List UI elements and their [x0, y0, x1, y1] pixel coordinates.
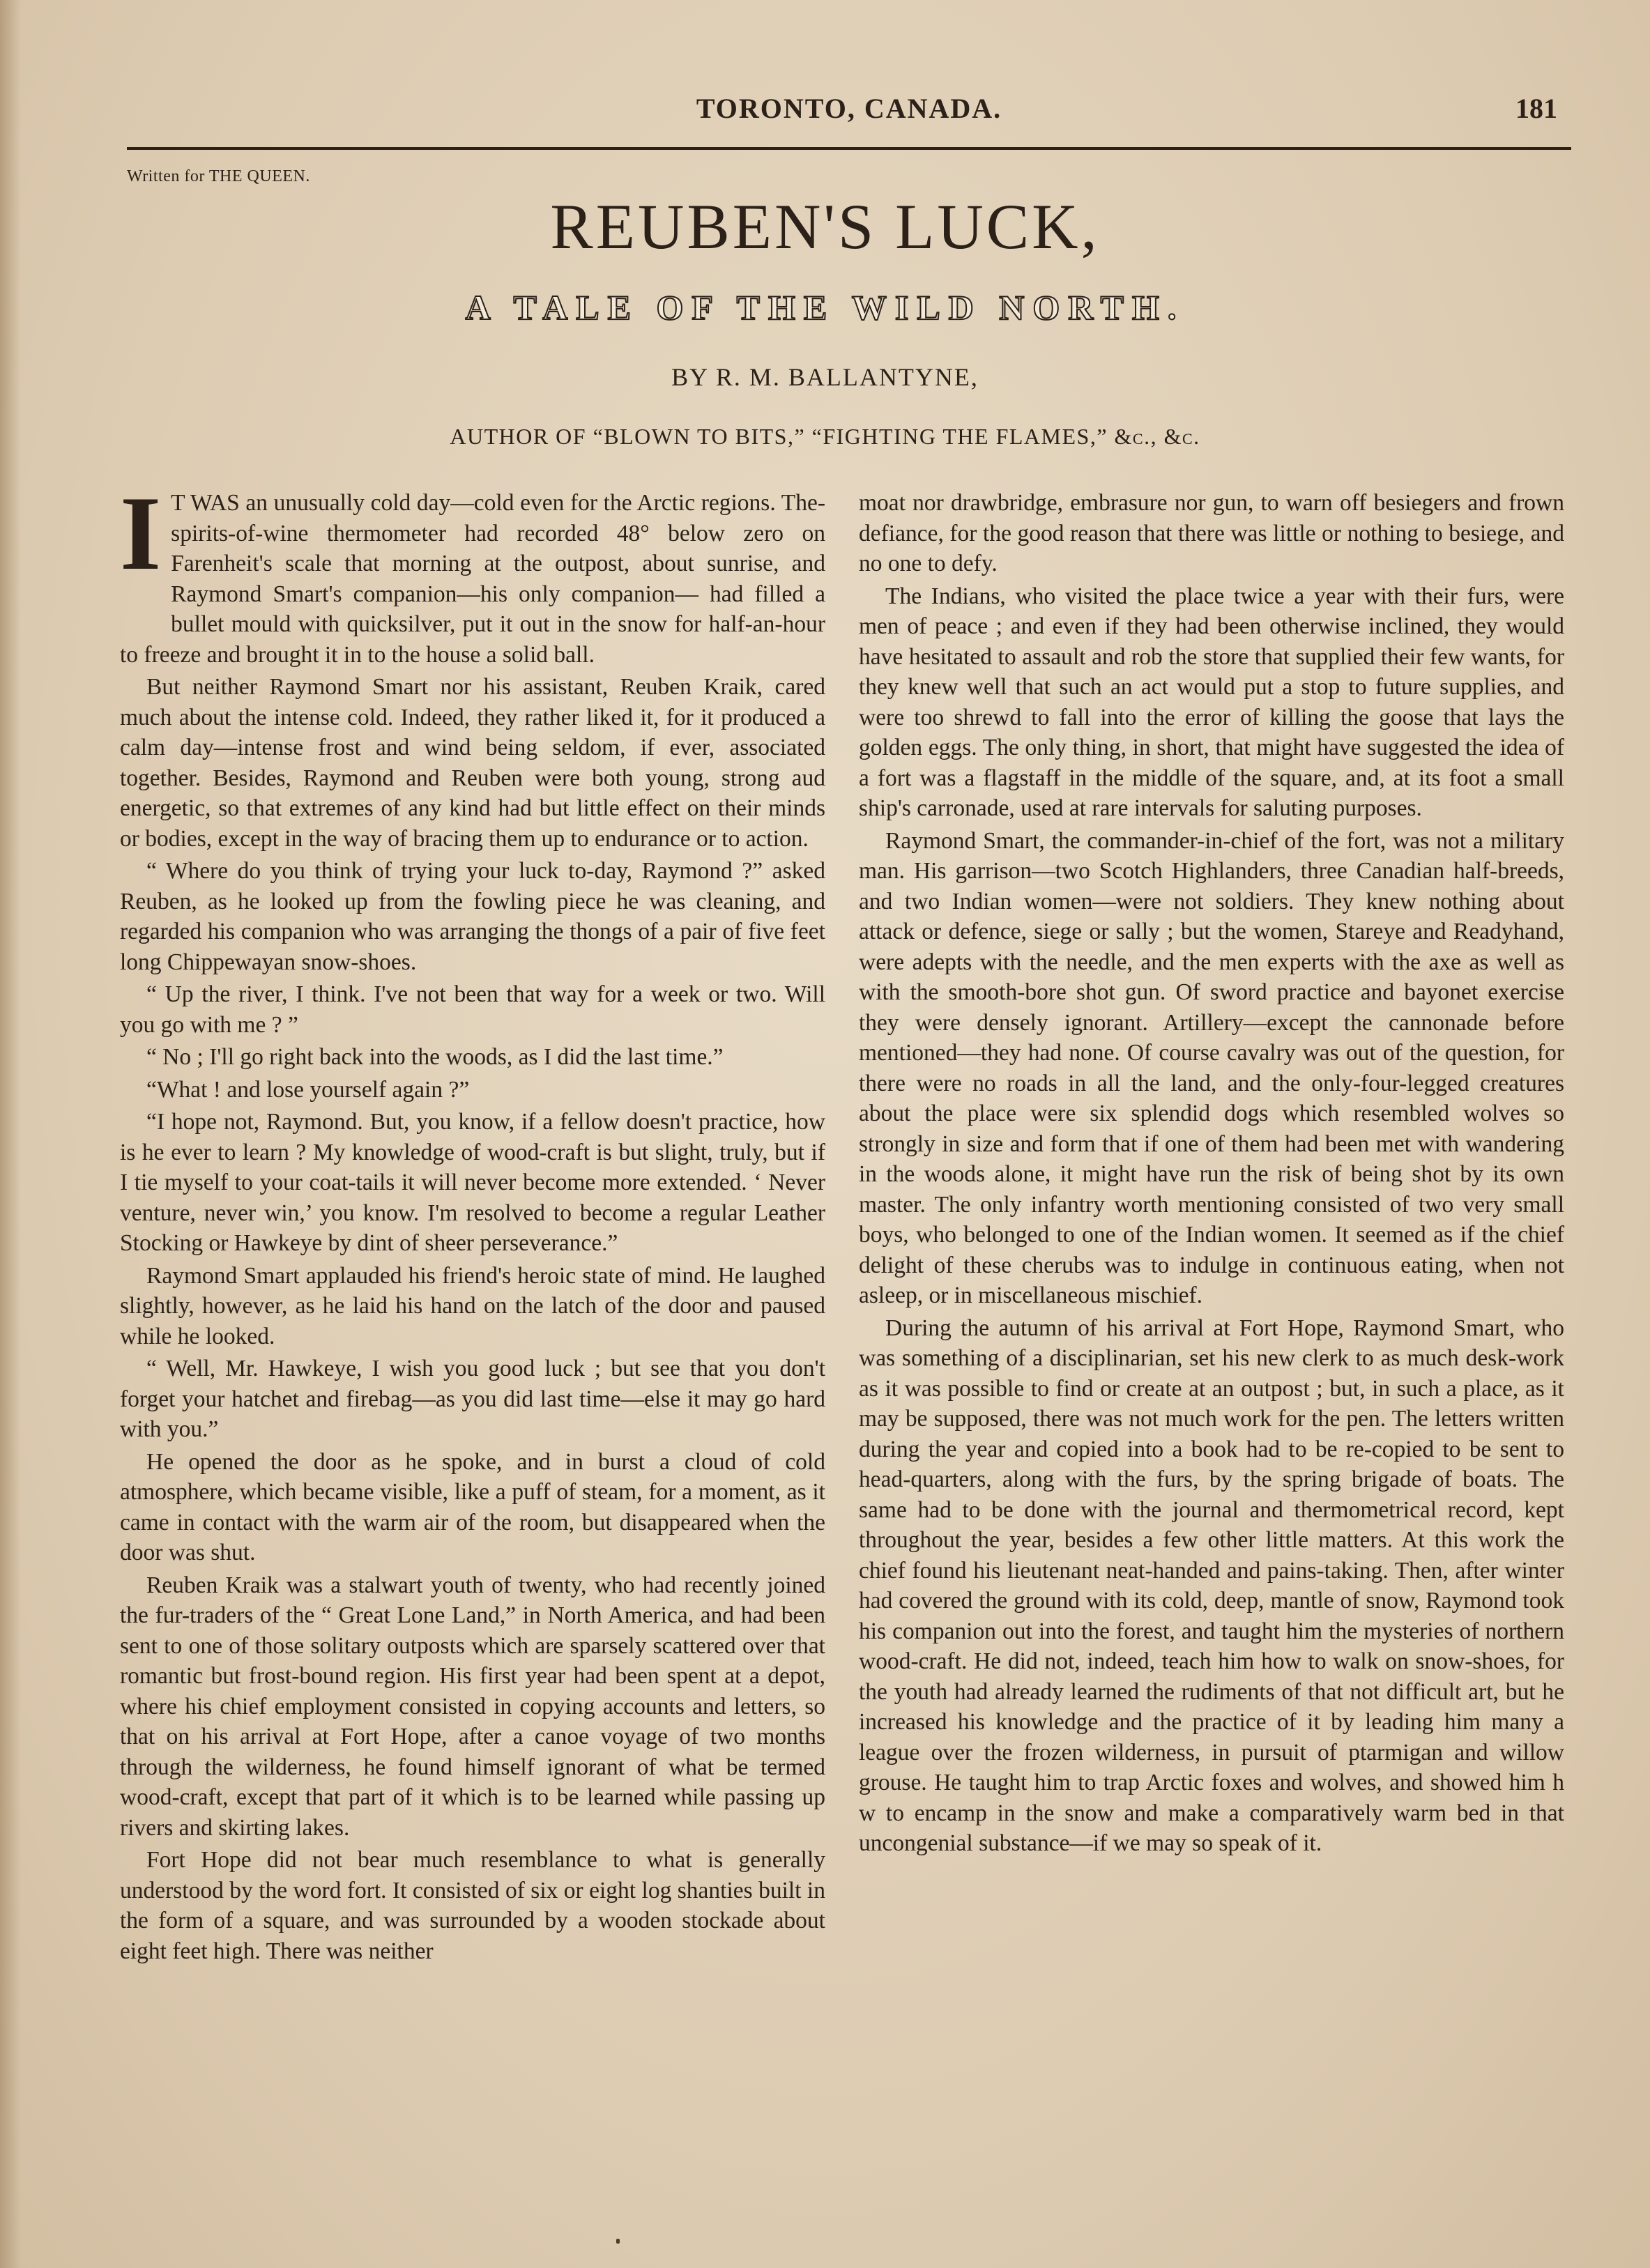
paragraph: “ Where do you think of trying your luck to-day, Raymond ?” asked Reuben, as he looked up from the fowling piece he was cleaning, and regarded his companion who was arranging the thongs of a pair of five feet long Chippewayan snow-shoes. — [120, 858, 825, 975]
page-number: 181 — [1515, 93, 1557, 124]
paragraph: Raymond Smart, the commander-in-chief of the fort, was not a military man. His garrison—two Scotch Highlanders, three Canadian half-breeds, and two Indian women—were not soldiers. They knew nothing about attack or defence, siege or sally ; but the women, Stareye and Readyhand, were adepts with the needle, and the men experts with the axe as well as with the smooth-bore shot gun. Of sword practice and bayonet exercise they were densely ignorant. Artillery—except the cannonade before mentioned—they had none. Of course cavalry was out of the question, for there were no roads in all the land, and the only-four-legged creatures about the place were six splendid dogs which resembled wolves so strongly in size and form that if one of them had been met with wandering in the woods alone, it might have run the risk of being shot by its own master. The only infantry worth mentioning consisted of two very small boys, who belonged to one of the Indian women. It seemed as if the chief delight of these cherubs was to indulge in continuous eating, when not asleep, or in miscellaneous mischief. — [859, 827, 1564, 1308]
author-credits: AUTHOR OF “BLOWN TO BITS,” “FIGHTING THE FLAMES,” &c., &c. — [450, 424, 1200, 449]
story-subtitle: A TALE OF THE WILD NORTH. — [465, 288, 1185, 327]
paragraph: But neither Raymond Smart nor his assistant, Reuben Kraik, cared much about the intense cold. Indeed, they rather liked it, for it produced a calm day—intense frost and wind being seldom, if ever, associated together. Besides, Raymond and Reuben were both young, strong aud energetic, so that extremes of any kind had but little effect on their minds or bodies, except in the way of bracing them up to endurance or to action. — [120, 674, 825, 852]
running-title: TORONTO, CANADA. — [696, 93, 1002, 124]
paragraph: He opened the door as he spoke, and in burst a cloud of cold atmosphere, which became visible, like a puff of steam, for a moment, as it came in contact with the warm air of the room, but disappeared when the door was shut. — [120, 1448, 825, 1565]
paragraph: moat nor drawbridge, embrasure nor gun, to warn off besiegers and frown defiance, for the good reason that there was little or nothing to besiege, and no one to defy. — [859, 490, 1564, 576]
paragraph: “What ! and lose yourself again ?” — [146, 1076, 470, 1103]
left-column — [120, 475, 825, 1968]
paragraph: Raymond Smart applauded his friend's heroic state of mind. He laughed slightly, however, as he laid his hand on the latch of the door and paused while he looked. — [120, 1262, 825, 1349]
right-column — [859, 488, 1564, 1861]
drop-cap: I — [120, 475, 162, 592]
header-rule — [127, 147, 1571, 150]
paragraph: Reuben Kraik was a stalwart youth of twenty, who had recently joined the fur-traders of the “ Great Lone Land,” in North America, and had been sent to one of those solitary outposts which are sparsely scattered over that romantic but frost-bound region. His first year had been spent at a depot, where his chief employment consisted in copying accounts and letters, so that on his arrival at Fort Hope, after a canoe voyage of two months through the wilderness, he found himself ignorant of what be termed wood-craft, except that part of it which is to be learned while passing up rivers and skirting lakes. — [120, 1572, 825, 1841]
paragraph: Fort Hope did not bear much resemblance to what is generally understood by the word fort. It consisted of six or eight log shanties built in the form of a square, and was surrounded by a wooden stockade about eight feet high. There was neither — [120, 1847, 825, 1964]
paragraph: During the autumn of his arrival at Fort Hope, Raymond Smart, who was something of a disciplinarian, set his new clerk to as much desk-work as it was possible to find or create at an outpost ; but, in such a place, as it may be supposed, there was not much work for the pen. The letters written during the year and copied into a book had to be re-copied to be sent to head-quarters, along with the furs, by the spring brigade of boats. The same had to be done with the journal and thermometrical record, kept throughout the year, besides a few other little matters. At this work the chief found his lieutenant neat-handed and pains-taking. Then, after winter had covered the ground with its cold, deep, mantle of snow, Raymond took his companion out into the forest, and taught him the mysteries of northern wood-craft. He did not, indeed, teach him how to walk on snow-shoes, for the youth had already learned the rudiments of that not difficult art, but he increased his knowledge and the practice of it by leading him many a league over the frozen wilderness, in pursuit of ptarmigan and willow grouse. He taught him to trap Arctic foxes and wolves, and showed him h w to encamp in the snow and make a comparatively warm bed in that uncongenial substance—if we may so speak of it. — [859, 1315, 1564, 1856]
printer-mark — [616, 2239, 620, 2244]
paragraph: “I hope not, Raymond. But, you know, if a fellow doesn't practice, how is he ever to learn ? My knowledge of wood-craft is but slight, truly, but if I tie myself to your coat-tails it will never become more extended. ‘ Never venture, never win,’ you know. I'm resolved to become a regular Leather Stocking or Hawkeye by dint of sheer perseverance.” — [120, 1109, 825, 1256]
paragraph: T WAS an unusually cold day—cold even for the Arctic regions. The-spirits-of-wine thermometer had recorded 48° below zero on Farenheit's scale that morning at the outpost, about sunrise, and Raymond Smart's companion—his only companion— had filled a bullet mould with quicksilver, put it out in the snow for half-an-hour to freeze and brought it in to the house a solid ball. — [120, 490, 825, 668]
paragraph: “ No ; I'll go right back into the woods, as I did the last time.” — [146, 1044, 724, 1070]
running-head — [127, 92, 1571, 141]
byline: BY R. M. BALLANTYNE, — [671, 363, 979, 391]
page-spine-shadow — [0, 0, 21, 2268]
paragraph: “ Well, Mr. Hawkeye, I wish you good luck ; but see that you don't forget your hatchet and firebag—as you did last time—else it may go hard with you.” — [120, 1356, 825, 1442]
paragraph: “ Up the river, I think. I've not been that way for a week or two. Will you go with me ? ” — [120, 981, 825, 1038]
story-title: REUBEN'S LUCK, — [550, 191, 1100, 262]
paragraph: The Indians, who visited the place twice a year with their furs, were men of peace ; and even if they had been otherwise inclined, they would have hesitated to assault and rob the store that supplied their few wants, for they knew well that such an act would put a stop to future supplies, and were too shrewd to fall into the error of killing the goose that lays the golden eggs. The only thing, in short, that might have suggested the idea of a fort was a flagstaff in the middle of the square, and, at its foot a small ship's carronade, used at rare intervals for saluting purposes. — [859, 583, 1564, 821]
written-for-credit: Written for THE QUEEN. — [127, 167, 310, 185]
